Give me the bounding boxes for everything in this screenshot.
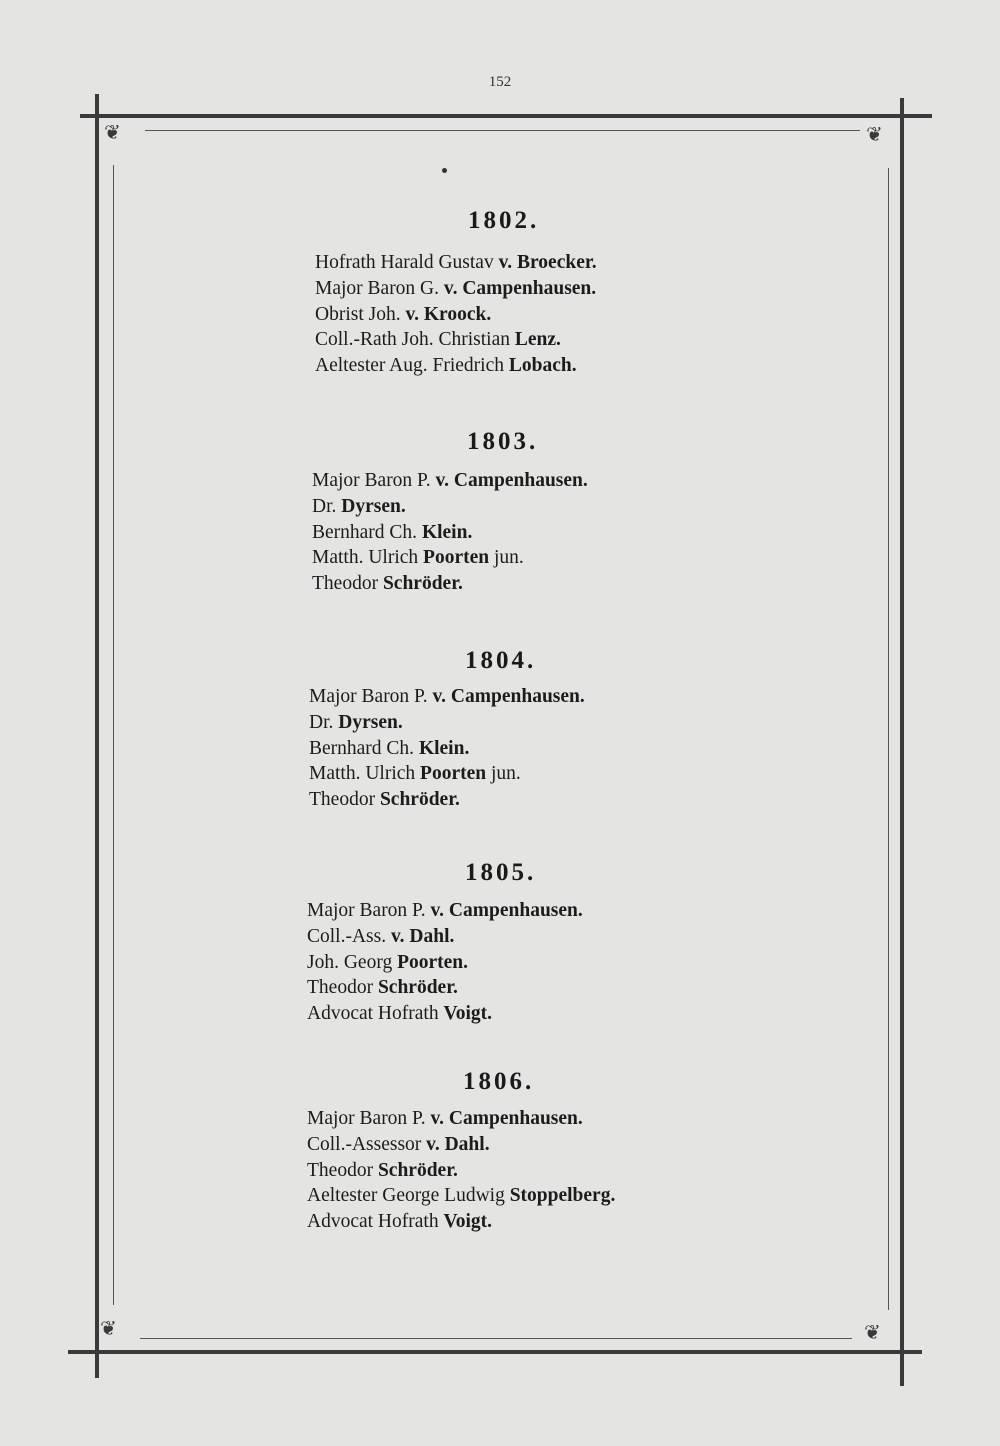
surname: Dyrsen. <box>338 711 403 733</box>
list-item <box>307 950 583 976</box>
list-item <box>307 898 583 924</box>
surname: v. Broecker. <box>498 252 597 273</box>
surname: Lobach. <box>508 355 577 377</box>
entry-prefix: Coll.-Ass. <box>307 925 391 947</box>
list-item <box>312 545 588 571</box>
entry-prefix: Theodor <box>309 789 380 811</box>
list-item <box>307 1001 583 1027</box>
member-list <box>312 468 588 597</box>
ink-speck <box>442 168 447 173</box>
list-item <box>315 353 597 379</box>
entry-prefix: Hofrath Harald Gustav <box>315 252 499 273</box>
member-list <box>307 1106 615 1235</box>
page-number: 152 <box>488 74 512 90</box>
entry-suffix: jun. <box>489 547 524 569</box>
list-item <box>307 975 583 1001</box>
entry-prefix: Major Baron G. <box>315 277 444 299</box>
entry-prefix: Coll.-Assessor <box>307 1133 427 1155</box>
surname: Voigt. <box>443 1003 493 1025</box>
entry-prefix: Theodor <box>307 1159 378 1181</box>
corner-ornament-icon: ❦ <box>864 1320 881 1344</box>
surname: Stoppelberg. <box>509 1185 616 1207</box>
list-item <box>312 571 588 597</box>
corner-ornament-icon: ❦ <box>866 122 883 146</box>
entry-prefix: Dr. <box>312 495 342 517</box>
year-heading: 1803. <box>467 428 539 455</box>
surname: Schröder. <box>377 977 458 999</box>
entry-prefix: Matth. Ulrich <box>309 763 421 785</box>
list-item <box>312 520 588 546</box>
surname: Klein. <box>418 737 470 759</box>
list-item <box>315 276 597 302</box>
frame-bottom-rule <box>68 1350 922 1354</box>
year-heading: 1804. <box>465 647 537 674</box>
member-list <box>309 684 585 813</box>
list-item <box>309 761 585 787</box>
list-item <box>307 1158 615 1184</box>
surname: v. Campenhausen. <box>435 470 588 491</box>
surname: Schröder. <box>382 573 463 595</box>
entry-prefix: Bernhard Ch. <box>309 737 419 759</box>
list-item <box>307 1183 615 1209</box>
list-item <box>315 302 597 328</box>
surname: v. Dahl. <box>426 1133 490 1155</box>
inner-top-rule <box>145 130 860 131</box>
year-heading: 1805. <box>465 859 537 886</box>
list-item <box>312 468 588 494</box>
member-list <box>315 250 597 379</box>
list-item <box>309 787 585 813</box>
surname: v. Campenhausen. <box>432 686 585 707</box>
surname: v. Campenhausen. <box>430 1108 583 1129</box>
list-item <box>309 684 585 710</box>
entry-prefix: Major Baron P. <box>307 1108 431 1129</box>
list-item <box>315 250 597 276</box>
inner-left-rule <box>113 165 114 1305</box>
entry-prefix: Obrist Joh. <box>315 303 406 325</box>
surname: Schröder. <box>379 789 460 811</box>
entry-prefix: Matth. Ulrich <box>312 547 424 569</box>
list-item <box>307 1106 615 1132</box>
entry-prefix: Bernhard Ch. <box>312 521 422 543</box>
frame-right-rule <box>900 98 904 1386</box>
list-item <box>307 1209 615 1235</box>
entry-prefix: Advocat Hofrath <box>307 1211 444 1233</box>
entry-prefix: Major Baron P. <box>312 470 436 491</box>
inner-bottom-rule <box>140 1338 852 1339</box>
entry-prefix: Major Baron P. <box>309 686 433 707</box>
entry-prefix: Major Baron P. <box>307 900 431 921</box>
list-item <box>315 327 597 353</box>
surname: Lenz. <box>514 329 561 351</box>
surname: Klein. <box>421 521 473 543</box>
entry-prefix: Aeltester Aug. Friedrich <box>315 355 509 377</box>
entry-prefix: Advocat Hofrath <box>307 1003 444 1025</box>
entry-prefix: Dr. <box>309 711 339 733</box>
surname: Poorten <box>420 763 487 785</box>
entry-prefix: Aeltester George Ludwig <box>307 1185 510 1207</box>
member-list <box>307 898 583 1027</box>
list-item <box>307 924 583 950</box>
year-heading: 1806. <box>463 1068 535 1095</box>
inner-right-rule <box>888 168 889 1310</box>
entry-suffix: jun. <box>486 763 521 785</box>
surname: v. Campenhausen. <box>430 900 583 921</box>
surname: Poorten <box>423 547 490 569</box>
entry-prefix: Theodor <box>307 977 378 999</box>
surname: Voigt. <box>443 1211 493 1233</box>
list-item <box>312 494 588 520</box>
entry-prefix: Theodor <box>312 573 383 595</box>
list-item <box>309 710 585 736</box>
surname: v. Dahl. <box>390 925 455 947</box>
entry-prefix: Coll.-Rath Joh. Christian <box>315 329 515 351</box>
year-heading: 1802. <box>468 207 540 234</box>
surname: Poorten. <box>397 951 469 973</box>
list-item <box>307 1132 615 1158</box>
list-item <box>309 736 585 762</box>
corner-ornament-icon: ❦ <box>100 1316 117 1340</box>
surname: Dyrsen. <box>341 495 406 517</box>
surname: v. Campenhausen. <box>443 277 597 299</box>
surname: v. Kroock. <box>405 303 492 325</box>
frame-top-rule <box>80 114 932 118</box>
frame-left-rule <box>95 94 99 1378</box>
surname: Schröder. <box>377 1159 458 1181</box>
corner-ornament-icon: ❦ <box>104 120 121 144</box>
entry-prefix: Joh. Georg <box>307 951 398 973</box>
